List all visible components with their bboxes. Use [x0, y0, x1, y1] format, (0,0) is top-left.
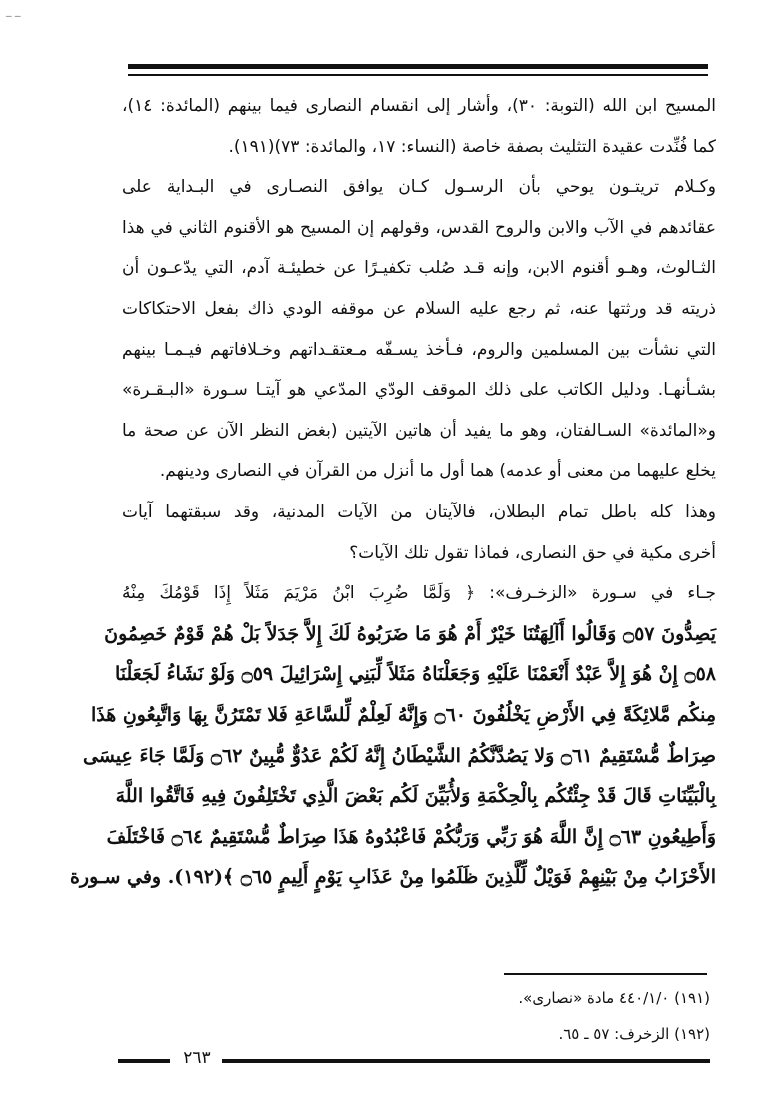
- text-line: وهذا كله باطل تمام البطلان، فالآيتان من الآيات المدنية، وقد سبقتهما آيات: [122, 501, 716, 522]
- text-line: كما فُنِّدت عقيدة التثليث بصفة خاصة (النساء: ١٧، والمائدة: ٧٣)(١٩١).: [228, 136, 716, 157]
- text-line: عقائدهم في الآب والابن والروح القدس، وقولهم إن المسيح هو الأقنوم الثاني في هذا: [122, 217, 716, 238]
- text-line: يخلع عليهما من معنى أو عدمه) هما أول ما أنزل من القرآن في النصارى ودينهم.: [159, 461, 716, 482]
- text-line: بشـأنهـا. ودليل الكاتب على ذلك الموقف الودّي المدّعي هو آيتـا سـورة «البـقـرة»: [122, 380, 716, 401]
- text-line: المسيح ابن الله (التوبة: ٣٠)، وأشار إلى انقسام النصارى فيما بينهم (المائدة: ١٤)،: [122, 96, 716, 116]
- quran-line: بِالْبَيِّنَاتِ قَالَ قَدْ جِئْتُكُم بِالْحِكْمَةِ وَلأُبَيِّنَ لَكُم بَعْضَ الَّذِي تَخْتَلِفُونَ فِيهِ فَاتَّقُوا اللَّهَ: [115, 785, 716, 808]
- text-line: الثـالوث، وهـو أقنوم الابن، وإنه قـد صُلب تكفيـرًا عن خطيئـة آدم، التي يدّعـون أن: [122, 258, 716, 279]
- footnote: (١٩١) ٤٤٠/١/٠ مادة «نصارى».: [518, 989, 710, 1007]
- header-rule-thin: [128, 74, 708, 76]
- header-rule-thick: [128, 64, 708, 69]
- quran-line: وَأَطِيعُونِ ۝٦٣ إِنَّ اللَّهَ هُوَ رَبِّي وَرَبُّكُمْ فَاعْبُدُوهُ هَذَا صِرَاطٌ مُّسْتَقِيمٌ ۝٦٤ فَاخْتَلَفَ: [106, 825, 716, 848]
- quran-line: ۝٥٨ إِنْ هُوَ إِلاَّ عَبْدٌ أَنْعَمْنَا عَلَيْهِ وَجَعَلْنَاهُ مَثَلاً لِّبَنِي إِسْرَائِيلَ ۝٥٩ وَلَوْ نَشَاءُ لَجَعَلْنَا: [114, 663, 716, 686]
- quran-line: صِرَاطٌ مُّسْتَقِيمٌ ۝٦١ وَلا يَصُدَّنَّكُمُ الشَّيْطَانُ إِنَّهُ لَكُمْ عَدُوٌّ مُّبِينٌ ۝٦٢ وَلَمَّا جَاءَ عِيسَى: [82, 744, 716, 767]
- footer-rule-left: [118, 1059, 170, 1063]
- corner-mark: _ _: [6, 4, 21, 17]
- quran-line: الأَحْزَابُ مِنْ بَيْنِهِمْ فَوَيْلٌ لِّلَّذِينَ ظَلَمُوا مِنْ عَذَابِ يَوْمٍ أَلِيمٍ ۝٦٥ ﴾(١٩٢). وفي سـورة: [69, 866, 716, 889]
- footer-rule-right: [222, 1059, 710, 1063]
- text-line: أخرى مكية في حق النصارى، فماذا تقول تلك الآيات؟: [349, 542, 716, 563]
- text-line: و«المائدة» السـالفتان، وهو ما يفيد أن هاتين الآيتين (بغض النظر الآن عن صحة ما: [122, 420, 716, 441]
- footnote: (١٩٢) الزخرف: ٥٧ ـ ٦٥.: [558, 1025, 710, 1043]
- footnote-separator: [504, 973, 707, 975]
- quran-line: يَصِدُّونَ ۝٥٧ وَقَالُوا أَآلِهَتُنَا خَيْرٌ أَمْ هُوَ مَا ضَرَبُوهُ لَكَ إِلاَّ جَدَلاً بَلْ هُمْ قَوْمٌ خَصِمُونَ: [104, 622, 716, 645]
- text-line: ذريته قد ورثتها عنه، ثم رجع عليه السلام عن موقفه الودي ذاك بفعل الاحتكاكات: [122, 298, 716, 319]
- quran-quote-block: [69, 573, 716, 898]
- page-number: ٢٦٣: [183, 1048, 211, 1068]
- text-line: التي نشأت بين المسلمين والروم، فـأخذ يسـفّه مـعتقـداتهم وخـلافاتهم فيـمـا بينهم: [122, 339, 716, 360]
- footnotes: [122, 980, 710, 1052]
- quran-line: جـاء في سـورة «الزخـرف»: ﴿ وَلَمَّا ضُرِبَ ابْنُ مَرْيَمَ مَثَلاً إِذَا قَوْمُكَ مِنْهُ: [122, 583, 716, 604]
- quran-line: مِنكُم مَّلائِكَةً فِي الأَرْضِ يَخْلُفُونَ ۝٦٠ وَإِنَّهُ لَعِلْمٌ لِّلسَّاعَةِ فَلا تَمْتَرُنَّ بِهَا وَاتَّبِعُونِ هَذَا: [90, 703, 716, 726]
- paragraph-block: [122, 86, 716, 573]
- text-line: وكـلام تريتـون يوحي بأن الرسـول كـان يوافق النصـارى في البـداية على: [122, 177, 716, 198]
- body-text: [69, 86, 716, 898]
